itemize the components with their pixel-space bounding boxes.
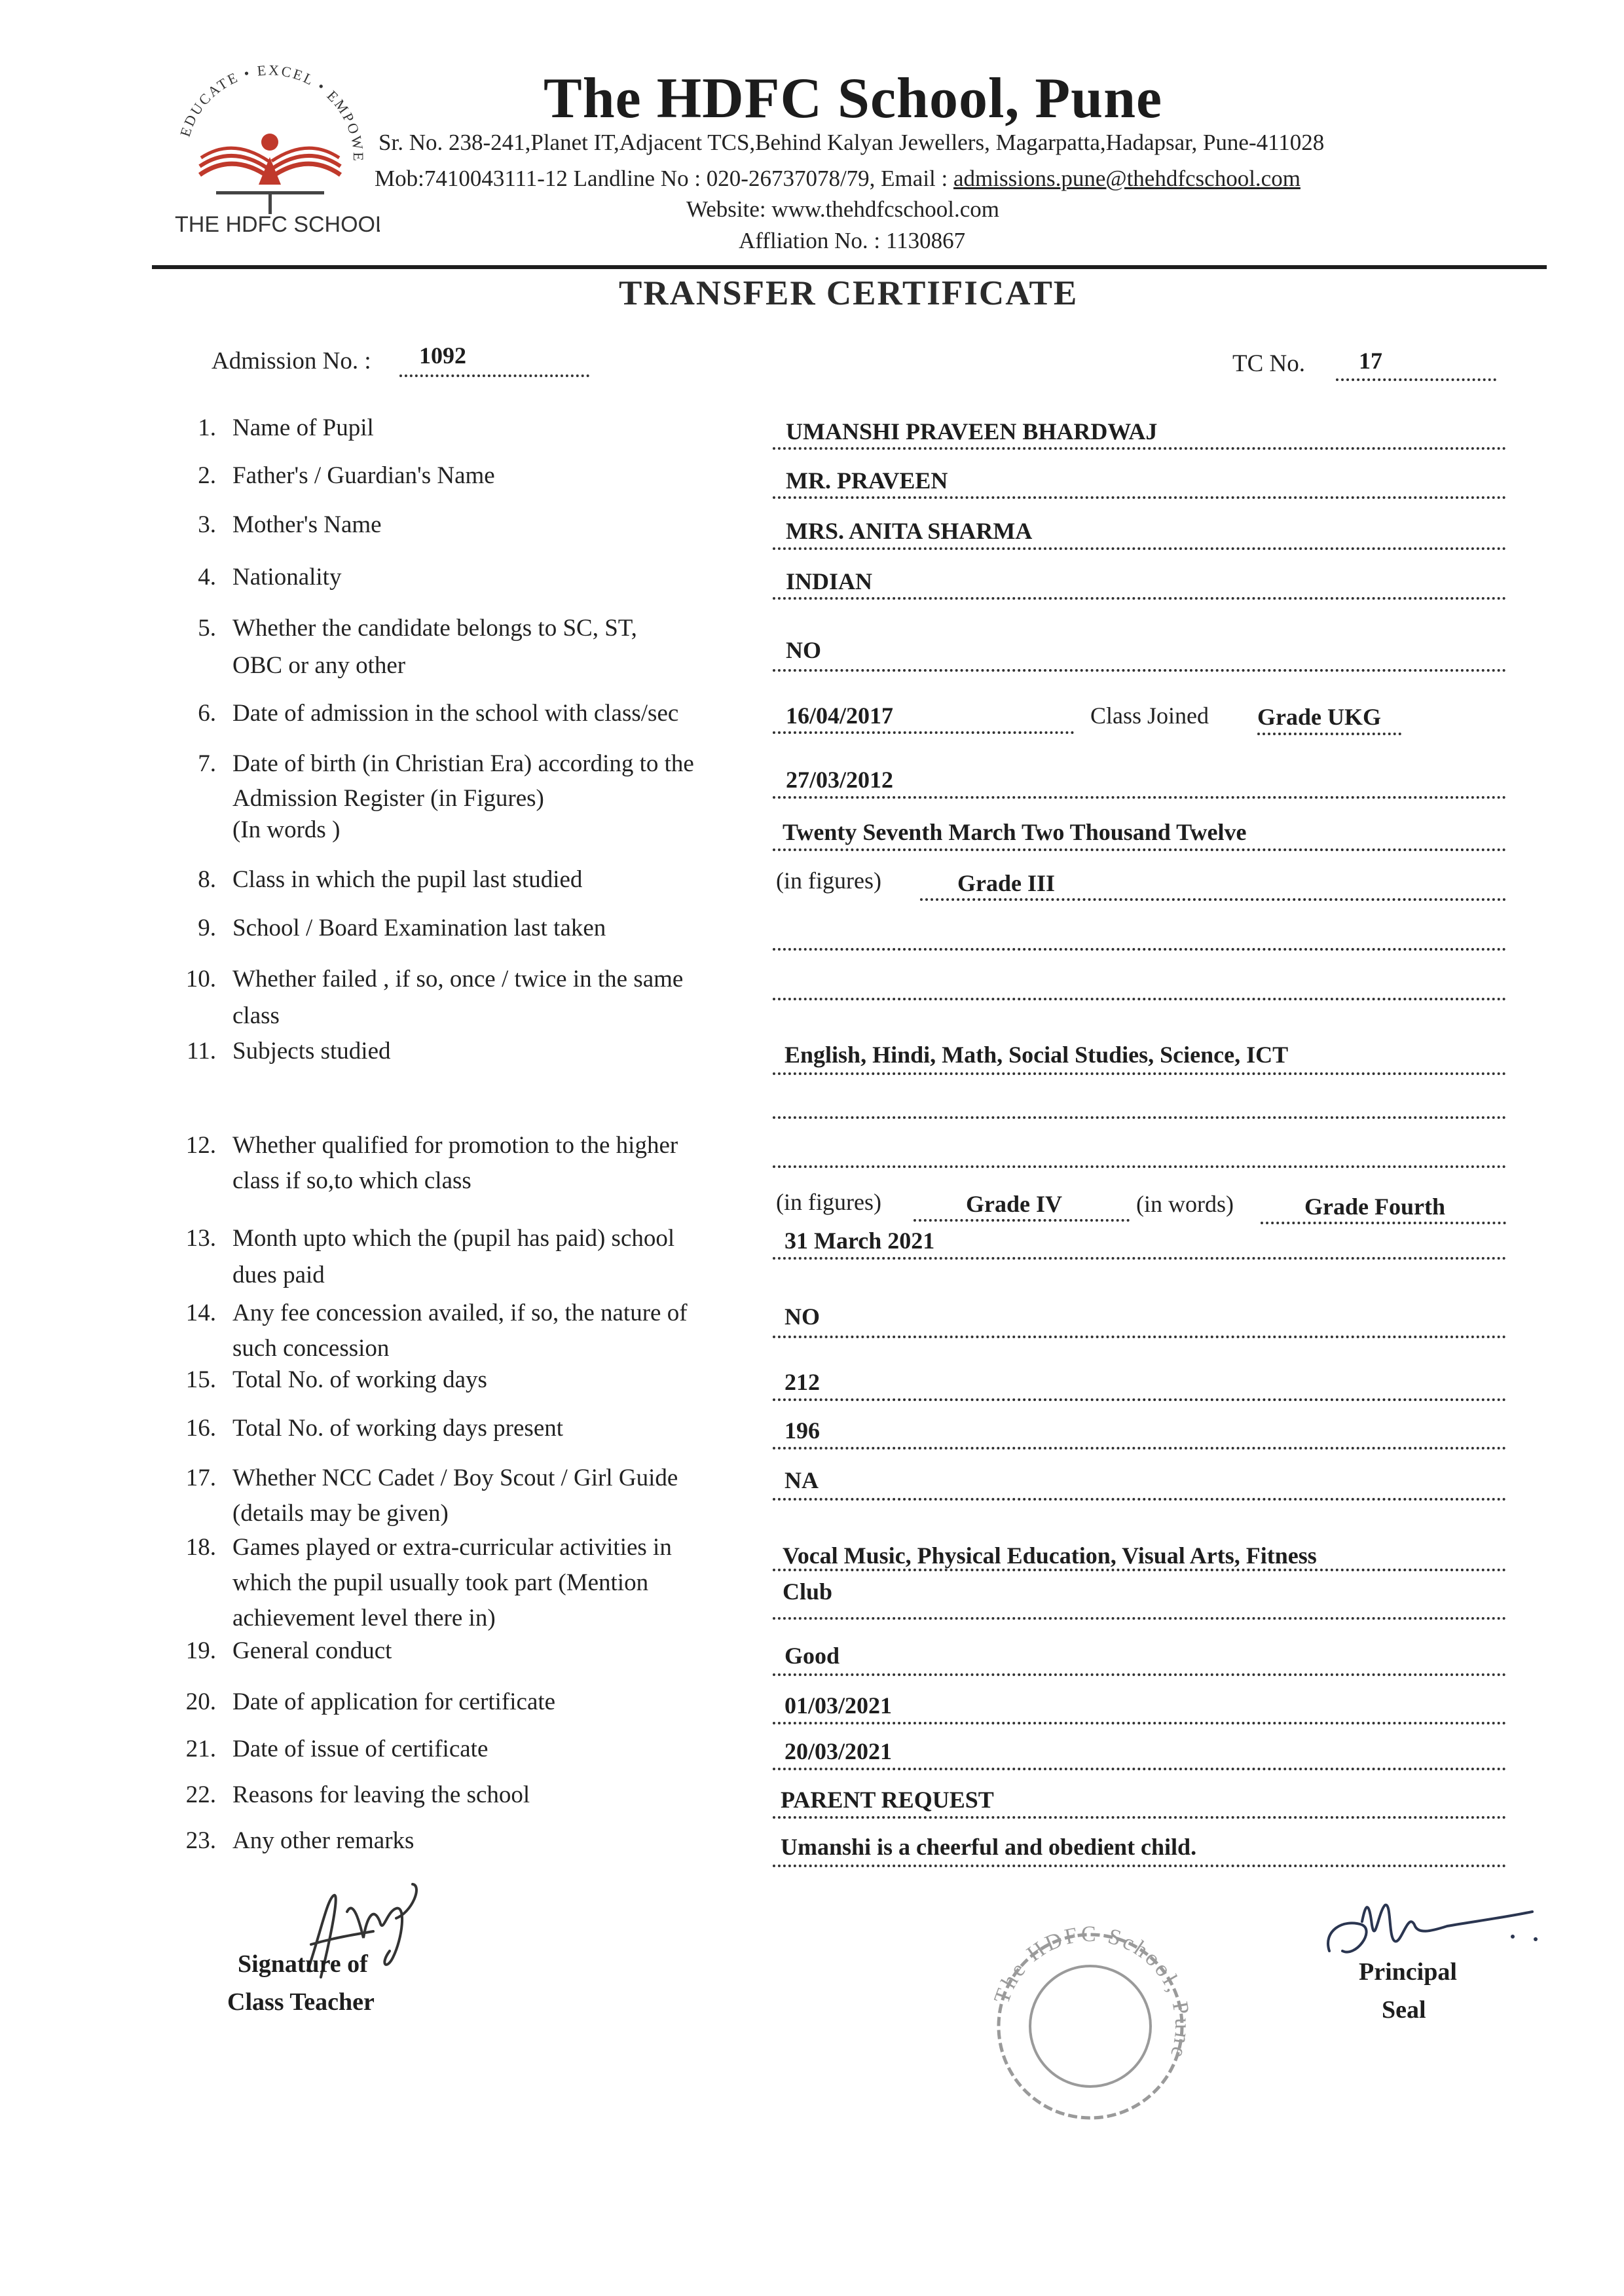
promotion-class-words: Grade Fourth xyxy=(1304,1194,1445,1220)
dotted-line xyxy=(773,1165,1506,1168)
seal-text: The HDFC School, Pune xyxy=(989,1922,1195,2064)
last-class-value: Grade III xyxy=(957,870,1056,896)
item-number: 3. xyxy=(198,511,216,538)
dotted-line xyxy=(1261,1222,1506,1224)
affiliation-number: Affliation No. : 1130867 xyxy=(739,228,966,253)
item-label: Whether NCC Cadet / Boy Scout / Girl Guide xyxy=(232,1465,678,1491)
dotted-line xyxy=(773,496,1506,499)
principal-label: Principal xyxy=(1359,1958,1457,1986)
item-label-line2: dues paid xyxy=(232,1262,325,1288)
item-label-line2: (details may be given) xyxy=(232,1500,449,1527)
logo-arc-text: EDUCATE • EXCEL • EMPOWE xyxy=(176,62,367,163)
school-website: Website: www.thehdfcschool.com xyxy=(686,196,999,222)
item-label-line2: class if so,to which class xyxy=(232,1167,471,1194)
item-number: 11. xyxy=(187,1038,216,1065)
item-number: 18. xyxy=(185,1534,216,1561)
subjects-value: English, Hindi, Math, Social Studies, Science, ICT xyxy=(784,1042,1289,1068)
dotted-line xyxy=(773,1816,1506,1819)
item-label: Date of application for certificate xyxy=(232,1688,556,1715)
item-label: Total No. of working days xyxy=(232,1366,487,1393)
dotted-line xyxy=(773,1865,1506,1867)
item-label-line2: which the pupil usually took part (Mention xyxy=(232,1569,649,1596)
item-label: Class in which the pupil last studied xyxy=(232,866,583,893)
item-number: 20. xyxy=(185,1688,216,1715)
father-name-value: MR. PRAVEEN xyxy=(786,467,948,494)
item-label: Subjects studied xyxy=(232,1038,391,1065)
conduct-value: Good xyxy=(784,1643,840,1669)
item-number: 13. xyxy=(185,1225,216,1252)
item-number: 9. xyxy=(198,915,216,941)
class-teacher-label: Class Teacher xyxy=(227,1988,375,2016)
item-number: 21. xyxy=(185,1736,216,1762)
working-days-value: 212 xyxy=(784,1369,820,1395)
item-number: 1. xyxy=(198,414,216,441)
tc-value: 17 xyxy=(1359,348,1382,374)
item-number: 4. xyxy=(198,564,216,591)
item-label: Date of issue of certificate xyxy=(232,1736,489,1762)
item-label: Whether the candidate belongs to SC, ST, xyxy=(232,615,637,642)
item-label-line2: OBC or any other xyxy=(232,652,406,679)
item-label-line2: class xyxy=(232,1002,280,1029)
item-label: Mother's Name xyxy=(232,511,382,538)
item-number: 22. xyxy=(185,1781,216,1808)
application-date-value: 01/03/2021 xyxy=(784,1692,893,1719)
school-contact xyxy=(375,166,1301,192)
dotted-line xyxy=(773,796,1506,799)
remarks-value: Umanshi is a cheerful and obedient child. xyxy=(781,1834,1197,1860)
dob-words-value: Twenty Seventh March Two Thousand Twelve xyxy=(783,819,1247,845)
admission-label: Admission No. : xyxy=(212,348,371,374)
item-label: Name of Pupil xyxy=(232,414,374,441)
dotted-line xyxy=(773,1498,1506,1501)
fee-concession-value: NO xyxy=(784,1303,820,1330)
dues-paid-value: 31 March 2021 xyxy=(784,1228,935,1254)
item-label-line3: (In words ) xyxy=(232,816,341,843)
in-words-label: (in words) xyxy=(1136,1191,1234,1217)
activities-value-line2: Club xyxy=(783,1578,833,1605)
item-label-line2: Admission Register (in Figures) xyxy=(232,785,544,812)
school-logo xyxy=(160,60,380,237)
tc-label: TC No. xyxy=(1232,350,1305,377)
item-number: 5. xyxy=(198,615,216,642)
activities-value: Vocal Music, Physical Education, Visual Arts, Fitness xyxy=(783,1542,1317,1569)
item-number: 16. xyxy=(185,1415,216,1442)
item-label: Whether failed , if so, once / twice in the same xyxy=(232,966,684,993)
pupil-name-value: UMANSHI PRAVEEN BHARDWAJ xyxy=(786,418,1158,445)
category-value: NO xyxy=(786,637,821,663)
item-label: Nationality xyxy=(232,564,342,591)
item-label: General conduct xyxy=(232,1637,392,1664)
item-label: Month upto which the (pupil has paid) school xyxy=(232,1225,675,1252)
item-label: Whether qualified for promotion to the higher xyxy=(232,1132,678,1159)
item-number: 14. xyxy=(185,1300,216,1326)
admission-date-value: 16/04/2017 xyxy=(786,702,894,729)
dotted-line xyxy=(773,1257,1506,1260)
dotted-line xyxy=(773,998,1506,1000)
item-number: 19. xyxy=(185,1637,216,1664)
dotted-line xyxy=(1336,378,1496,381)
logo-text: THE HDFC SCHOOL xyxy=(175,212,380,237)
item-label: Any fee concession availed, if so, the nature of xyxy=(232,1300,688,1326)
teacher-signature-label: Signature of xyxy=(238,1950,368,1978)
dotted-line xyxy=(773,1116,1506,1119)
dotted-line xyxy=(920,898,1506,901)
nationality-value: INDIAN xyxy=(786,568,873,594)
issue-date-value: 20/03/2021 xyxy=(784,1738,893,1764)
item-label: Any other remarks xyxy=(232,1827,415,1854)
email-link[interactable]: admissions.pune@thehdfcschool.com xyxy=(953,166,1301,191)
dob-figures-value: 27/03/2012 xyxy=(786,767,894,793)
dotted-line xyxy=(773,848,1506,851)
days-present-value: 196 xyxy=(784,1417,820,1444)
item-label: Reasons for leaving the school xyxy=(232,1781,530,1808)
item-number: 15. xyxy=(185,1366,216,1393)
dotted-line xyxy=(773,731,1074,734)
seal-label: Seal xyxy=(1382,1996,1426,2024)
item-number: 6. xyxy=(198,700,216,727)
class-joined-value: Grade UKG xyxy=(1257,704,1381,730)
item-number: 12. xyxy=(185,1132,216,1159)
header-divider xyxy=(152,265,1547,269)
dotted-line xyxy=(773,1447,1506,1449)
dotted-line xyxy=(773,1617,1506,1620)
class-joined-label: Class Joined xyxy=(1090,702,1209,729)
dotted-line xyxy=(773,948,1506,951)
dotted-line xyxy=(1257,733,1401,735)
dotted-line xyxy=(773,1673,1506,1676)
item-number: 7. xyxy=(198,750,216,777)
dotted-line xyxy=(773,1336,1506,1338)
dotted-line xyxy=(773,1072,1506,1075)
item-number: 23. xyxy=(185,1827,216,1854)
item-number: 8. xyxy=(198,866,216,893)
item-label-line2: such concession xyxy=(232,1335,390,1362)
certificate-title: TRANSFER CERTIFICATE xyxy=(619,274,1079,312)
contact-numbers: Mob:7410043111-12 Landline No : 020-26737078/79, Email : xyxy=(375,166,953,191)
dotted-line xyxy=(773,1398,1506,1401)
item-number: 17. xyxy=(185,1465,216,1491)
promotion-class-figures: Grade IV xyxy=(966,1191,1062,1217)
item-label: Date of admission in the school with class/sec xyxy=(232,700,679,727)
dotted-line xyxy=(773,669,1506,672)
item-number: 10. xyxy=(185,966,216,993)
dotted-line xyxy=(773,1569,1506,1571)
dotted-line xyxy=(913,1219,1130,1222)
leaving-reason-value: PARENT REQUEST xyxy=(781,1787,994,1813)
item-label: Father's / Guardian's Name xyxy=(232,462,495,489)
school-address: Sr. No. 238-241,Planet IT,Adjacent TCS,Behind Kalyan Jewellers, Magarpatta,Hadapsar, Pune-411028 xyxy=(378,130,1325,155)
dotted-line xyxy=(773,597,1506,600)
ncc-value: NA xyxy=(784,1467,819,1493)
in-figures-label: (in figures) xyxy=(776,1189,881,1215)
school-name: The HDFC School, Pune xyxy=(544,67,1163,130)
dotted-line xyxy=(773,1768,1506,1770)
item-label: School / Board Examination last taken xyxy=(232,915,606,941)
svg-text:The HDFC School, Pune xyxy=(989,1922,1194,2063)
item-label-line3: achievement level there in) xyxy=(232,1605,496,1631)
in-figures-label: (in figures) xyxy=(776,867,881,894)
item-number: 2. xyxy=(198,462,216,489)
dotted-line xyxy=(773,547,1506,550)
dotted-line xyxy=(773,1722,1506,1724)
admission-value: 1092 xyxy=(419,342,466,369)
school-seal xyxy=(979,1922,1202,2131)
mother-name-value: MRS. ANITA SHARMA xyxy=(786,518,1033,544)
dotted-line xyxy=(399,374,589,377)
item-label: Date of birth (in Christian Era) according to the xyxy=(232,750,694,777)
dotted-line xyxy=(773,447,1506,450)
item-label: Total No. of working days present xyxy=(232,1415,564,1442)
item-label: Games played or extra-curricular activities in xyxy=(232,1534,672,1561)
